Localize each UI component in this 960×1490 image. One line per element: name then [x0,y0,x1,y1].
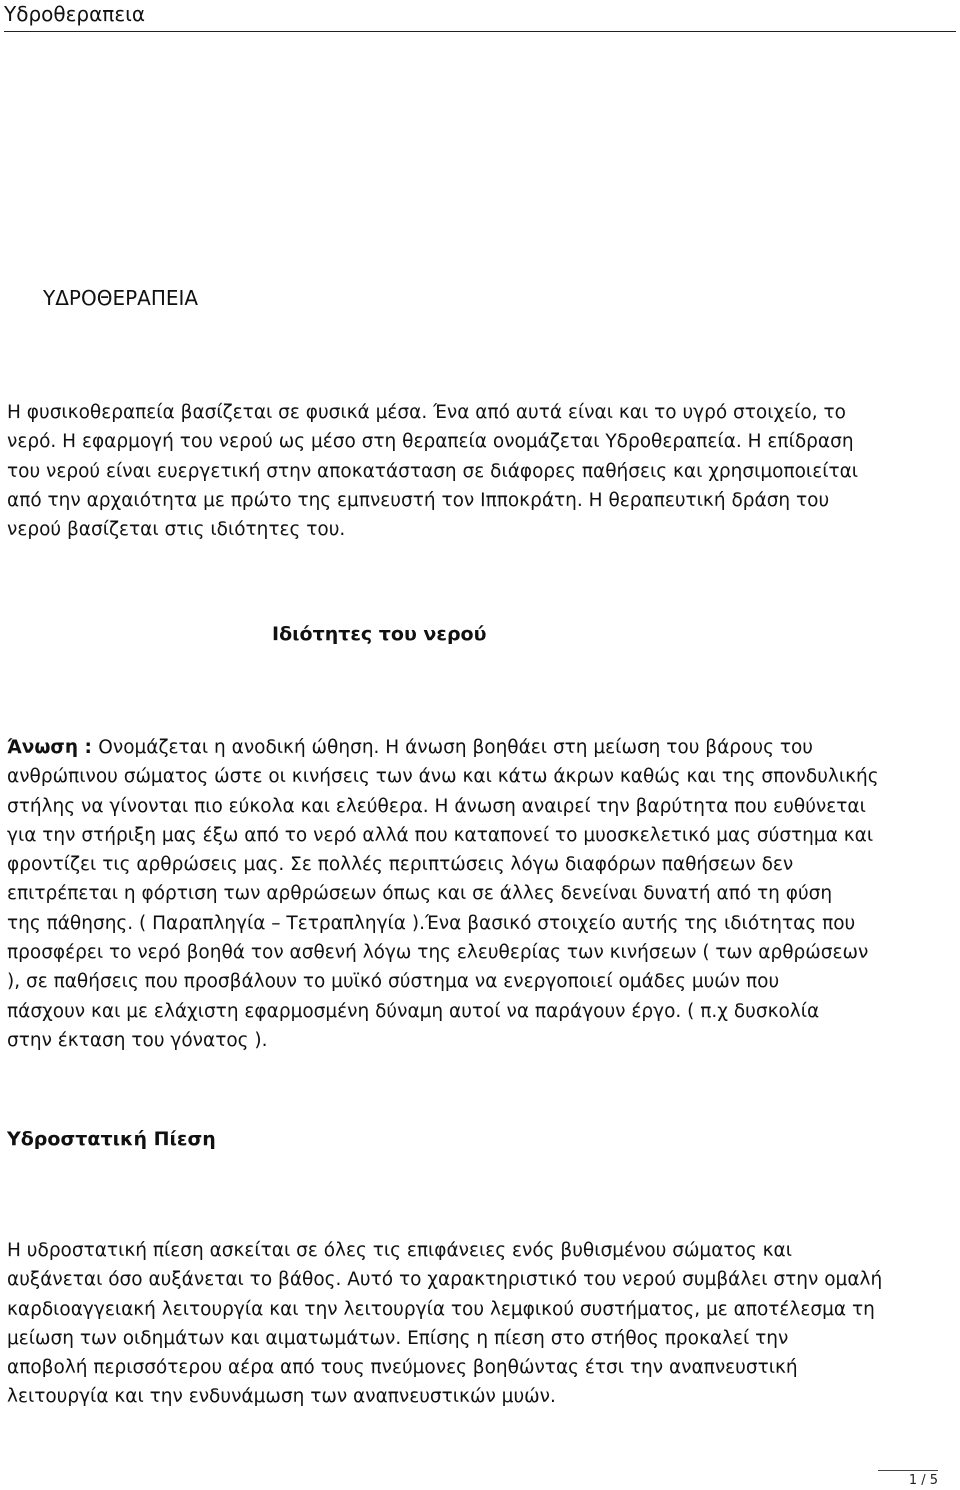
buoyancy-paragraph [7,733,959,1055]
buoyancy-term: Άνωση : [7,737,99,758]
intro-paragraph: Η φυσικοθεραπεία βασίζεται σε φυσικά μέσα. Ένα από αυτά είναι και το υγρό στοιχείο, το νερό. Η εφαρμογή του νερού ως μέσο στη θεραπεία ονομάζεται Υδροθεραπεία. Η επίδραση του νερού είναι ευεργετική στην αποκατάσταση σε διάφορες παθήσεις και χρησιμοποιείται από την αρχαιότητα με πρώτο της εμπνευστή τον Ιπποκράτη. Η θεραπευτική δράση του νερού βασίζεται στις ιδιότητες του. [7,402,859,541]
page-number: 1 / 5 [908,1473,938,1488]
document-header-title: Υδροθεραπεια [4,2,146,26]
hydrostatic-paragraph: Η υδροστατική πίεση ασκείται σε όλες τις επιφάνειες ενός βυθισμένου σώματος και αυξάνεται όσο αυξάνεται το βάθος. Αυτό το χαρακτηριστικό του νερού συμβάλει στην ομαλή καρδιοαγγειακή λειτουργία και την λειτουργία του λεμφικού συστήματος, με αποτέλεσμα τη μείωση των οιδημάτων και αιματωμάτων. Επίσης η πίεση στο στήθος προκαλεί την αποβολή περισσότερου αέρα από τους πνεύμονες βοηθώντας έτσι την αναπνευστική λειτουργία και την ενδυνάμωση των αναπνευστικών μυών. [7,1240,883,1408]
hydrostatic-heading: Υδροστατική Πίεση [7,1128,216,1150]
buoyancy-text: Ονομάζεται η ανοδική ώθηση. Η άνωση βοηθάει στη μείωση του βάρους του ανθρώπινου σώματος ώστε οι κινήσεις των άνω και κάτω άκρων καθώς και της σπονδυλικής στήλης να γίνονται πιο εύκολα και ελεύθερα. Η άνωση αναιρεί την βαρύτητα που ευθύνεται για την στήριξη μας έξω από το νερό αλλά που καταπονεί το μυοσκελετικό μας σύστημα και φροντίζει τις αρθρώσεις μας. Σε πολλές περιπτώσεις λόγω διαφόρων παθήσεων δεν επιτρέπεται η φόρτιση των αρθρώσεων όπως και σε άλλες δενείναι δυνατή από τη φύση της πάθησης. ( Παραπληγία – Τετραπληγία ).Ένα βασικό στοιχείο αυτής της ιδιότητας που προσφέρει το νερό βοηθά τον ασθενή λόγω της ελευθερίας των κινήσεων ( των αρθρώσεων ), σε παθήσεις που προσβάλουν το μυϊκό σύστημα να ενεργοποιεί ομάδες μυών που πάσχουν και με ελάχιστη εφαρμοσμένη δύναμη αυτοί να παράγουν έργο. ( π.χ δυσκολία στην έκταση του γόνατος ). [7,737,879,1051]
properties-heading: Ιδιότητες του νερού [272,623,487,645]
footer-divider [878,1470,938,1471]
main-heading: ΥΔΡΟΘΕΡΑΠΕΙΑ [43,286,199,310]
header-divider [4,31,956,32]
